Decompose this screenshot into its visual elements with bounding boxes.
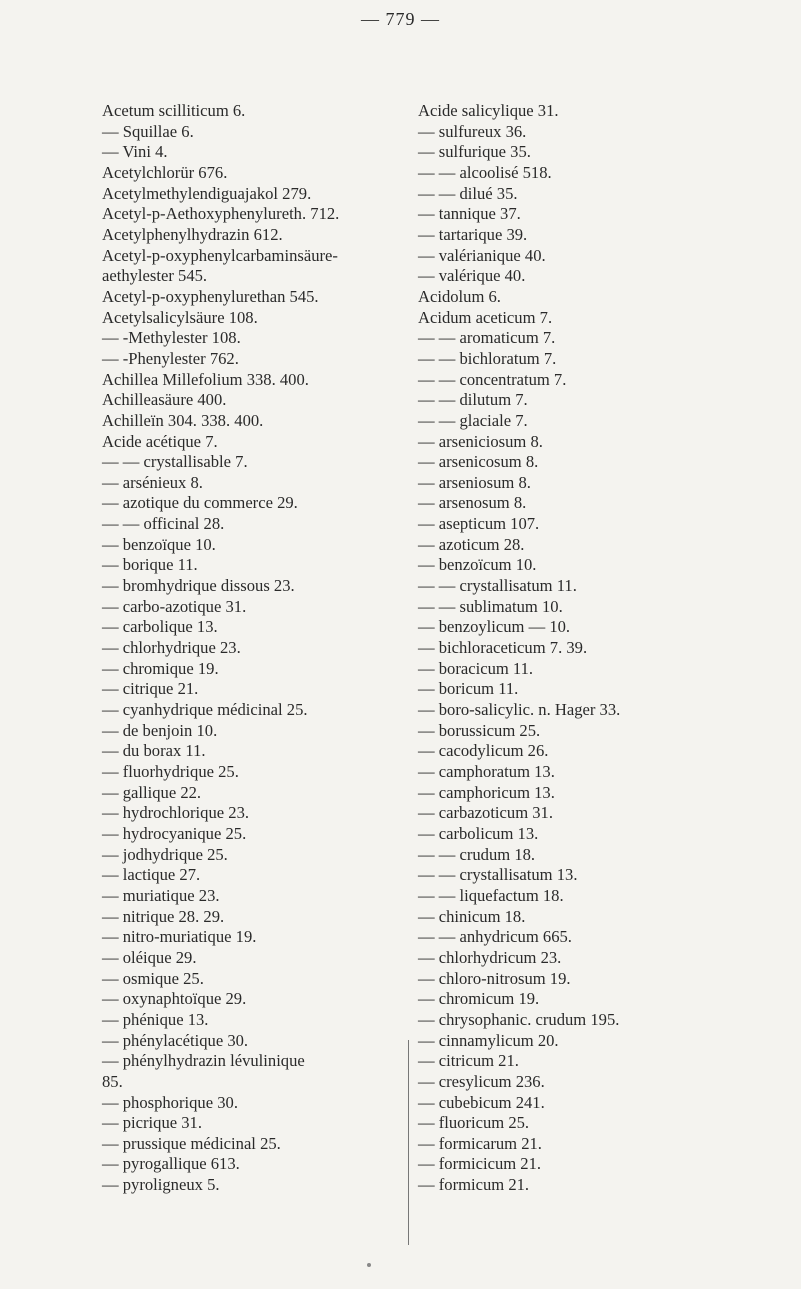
index-entry: — asepticum 107.	[418, 514, 540, 534]
index-entry: — chinicum 18.	[418, 906, 526, 926]
index-entry: Acetylmethylendiguajakol 279.	[102, 183, 312, 203]
index-entry: Acide acétique 7.	[102, 431, 218, 451]
index-entry: — — aromaticum 7.	[418, 328, 556, 348]
index-entry: Acide salicylique 31.	[418, 101, 559, 120]
index-entry: — boro-salicylic. n. Hager 33.	[418, 700, 621, 720]
index-entry: — gallique 22.	[102, 782, 202, 802]
index-entry: — benzoïcum 10.	[418, 555, 537, 575]
index-entry: — — bichloratum 7.	[418, 348, 557, 368]
index-entry: — prussique médicinal 25.	[102, 1133, 281, 1153]
index-entry: — sulfurique 35.	[418, 142, 531, 162]
index-entry: — pyroligneux 5.	[102, 1175, 220, 1195]
index-entry: — chlorhydrique 23.	[102, 638, 241, 658]
index-entry: — — crystallisable 7.	[102, 452, 248, 472]
index-entry: — carbolique 13.	[102, 617, 218, 637]
index-entry: — — anhydricum 665.	[418, 927, 572, 947]
index-entry: — — crystallisatum 13.	[418, 865, 578, 885]
index-entry: — chloro-nitrosum 19.	[418, 968, 571, 988]
index-entry: — Vini 4.	[102, 142, 168, 162]
index-entry: 85.	[102, 1071, 123, 1091]
index-entry: — jodhydrique 25.	[102, 844, 228, 864]
index-entry: Acetylphenylhydrazin 612.	[102, 224, 283, 244]
index-entry: Acetyl-p-oxyphenylurethan 545.	[102, 286, 319, 306]
index-entry: — borique 11.	[102, 555, 198, 575]
index-entry: — -Methylester 108.	[102, 328, 241, 348]
index-entry: — osmique 25.	[102, 968, 204, 988]
index-entry: — boricum 11.	[418, 679, 519, 699]
index-entry: Acetum scilliticum 6.	[102, 101, 246, 120]
index-entry: — benzoïque 10.	[102, 534, 216, 554]
index-entry: — phénique 13.	[102, 1009, 209, 1029]
index-entry: — azotique du commerce 29.	[102, 493, 298, 513]
index-entry: — chrysophanic. crudum 195.	[418, 1009, 620, 1029]
index-entry: Acetyl-p-oxyphenylcarbaminsäure-	[102, 245, 338, 265]
index-entry: — valérique 40.	[418, 266, 526, 286]
column-divider	[408, 1040, 409, 1245]
index-entry: — formicicum 21.	[418, 1154, 542, 1174]
index-entry: — boracicum 11.	[418, 658, 534, 678]
index-entry: — camphoricum 13.	[418, 782, 555, 802]
index-entry: — — dilutum 7.	[418, 390, 528, 410]
index-entry: — Squillae 6.	[102, 121, 194, 141]
index-entry: — oléique 29.	[102, 947, 197, 967]
index-entry: — tartarique 39.	[418, 224, 528, 244]
index-entry: — cresylicum 236.	[418, 1071, 545, 1091]
index-entry: — — dilué 35.	[418, 183, 518, 203]
index-entry: — borussicum 25.	[418, 720, 541, 740]
index-entry: — chlorhydricum 23.	[418, 947, 562, 967]
index-entry: — — sublimatum 10.	[418, 596, 563, 616]
index-entry: — arseniosum 8.	[418, 472, 531, 492]
index-entry: — arsenicosum 8.	[418, 452, 539, 472]
index-entry: — benzoylicum — 10.	[418, 617, 571, 637]
index-entry: — — alcoolisé 518.	[418, 162, 552, 182]
index-entry: — chromique 19.	[102, 658, 219, 678]
index-entry: — sulfureux 36.	[418, 121, 527, 141]
index-entry: — phénylhydrazin lévulinique	[102, 1051, 305, 1071]
index-entry: — pyrogallique 613.	[102, 1154, 240, 1174]
index-entry: — muriatique 23.	[102, 885, 220, 905]
index-entry: — cubebicum 241.	[418, 1092, 545, 1112]
index-entry: — de benjoin 10.	[102, 720, 218, 740]
index-entry: — lactique 27.	[102, 865, 201, 885]
index-entry: Achilleïn 304. 338. 400.	[102, 410, 264, 430]
index-entry: — hydrocyanique 25.	[102, 823, 247, 843]
index-entry: — arsenosum 8.	[418, 493, 527, 513]
index-entry: Acidolum 6.	[418, 286, 501, 306]
index-entry: — — glaciale 7.	[418, 410, 528, 430]
index-entry: — carbo-azotique 31.	[102, 596, 247, 616]
index-entry: — cinnamylicum 20.	[418, 1030, 559, 1050]
index-entry: — — crudum 18.	[418, 844, 536, 864]
index-entry: Acetylchlorür 676.	[102, 162, 228, 182]
index-entry: — chromicum 19.	[418, 989, 540, 1009]
index-entry: — oxynaphtoïque 29.	[102, 989, 247, 1009]
index-entry: — — crystallisatum 11.	[418, 576, 577, 596]
index-entry: — camphoratum 13.	[418, 762, 555, 781]
page-number: — 779 —	[361, 9, 440, 29]
index-entry: — bromhydrique dissous 23.	[102, 576, 295, 596]
index-entry: — formicarum 21.	[418, 1133, 542, 1153]
index-entry: — fluoricum 25.	[418, 1113, 530, 1133]
index-column-right	[408, 101, 788, 1196]
index-entry: — nitrique 28. 29.	[102, 906, 225, 926]
index-entry: Achillea Millefolium 338. 400.	[102, 369, 309, 389]
index-entry: — arsénieux 8.	[102, 472, 203, 492]
index-entry: — fluorhydrique 25.	[102, 762, 239, 781]
index-entry: aethylester 545.	[102, 266, 208, 286]
index-entry: — -Phenylester 762.	[102, 348, 239, 368]
index-entry: — formicum 21.	[418, 1175, 530, 1195]
index-entry: — azoticum 28.	[418, 534, 525, 554]
index-entry: Acidum aceticum 7.	[418, 307, 553, 327]
index-entry: — phénylacétique 30.	[102, 1030, 249, 1050]
print-speck	[367, 1263, 371, 1267]
index-entry: — valérianique 40.	[418, 245, 546, 265]
index-entry: — cacodylicum 26.	[418, 741, 549, 761]
index-entry: — citricum 21.	[418, 1051, 519, 1071]
index-entry: — bichloraceticum 7. 39.	[418, 638, 588, 658]
index-entry: — du borax 11.	[102, 741, 206, 761]
index-entry: — cyanhydrique médicinal 25.	[102, 700, 308, 720]
index-entry: — arseniciosum 8.	[418, 431, 543, 451]
index-entry: — picrique 31.	[102, 1113, 203, 1133]
index-entry: — tannique 37.	[418, 204, 521, 224]
index-entry: — hydrochlorique 23.	[102, 803, 250, 823]
index-entry: — nitro-muriatique 19.	[102, 927, 257, 947]
index-entry: — phosphorique 30.	[102, 1092, 238, 1112]
index-entry: Acetyl-p-Aethoxyphenylureth. 712.	[102, 204, 340, 224]
index-entry: Acetylsalicylsäure 108.	[102, 307, 258, 327]
index-entry: — — officinal 28.	[102, 514, 225, 534]
index-entry: — — concentratum 7.	[418, 369, 567, 389]
index-entry: — carbolicum 13.	[418, 823, 539, 843]
index-entry: Achilleasäure 400.	[102, 390, 227, 410]
index-entry: — citrique 21.	[102, 679, 199, 699]
index-entry: — carbazoticum 31.	[418, 803, 554, 823]
index-entry: — — liquefactum 18.	[418, 885, 564, 905]
